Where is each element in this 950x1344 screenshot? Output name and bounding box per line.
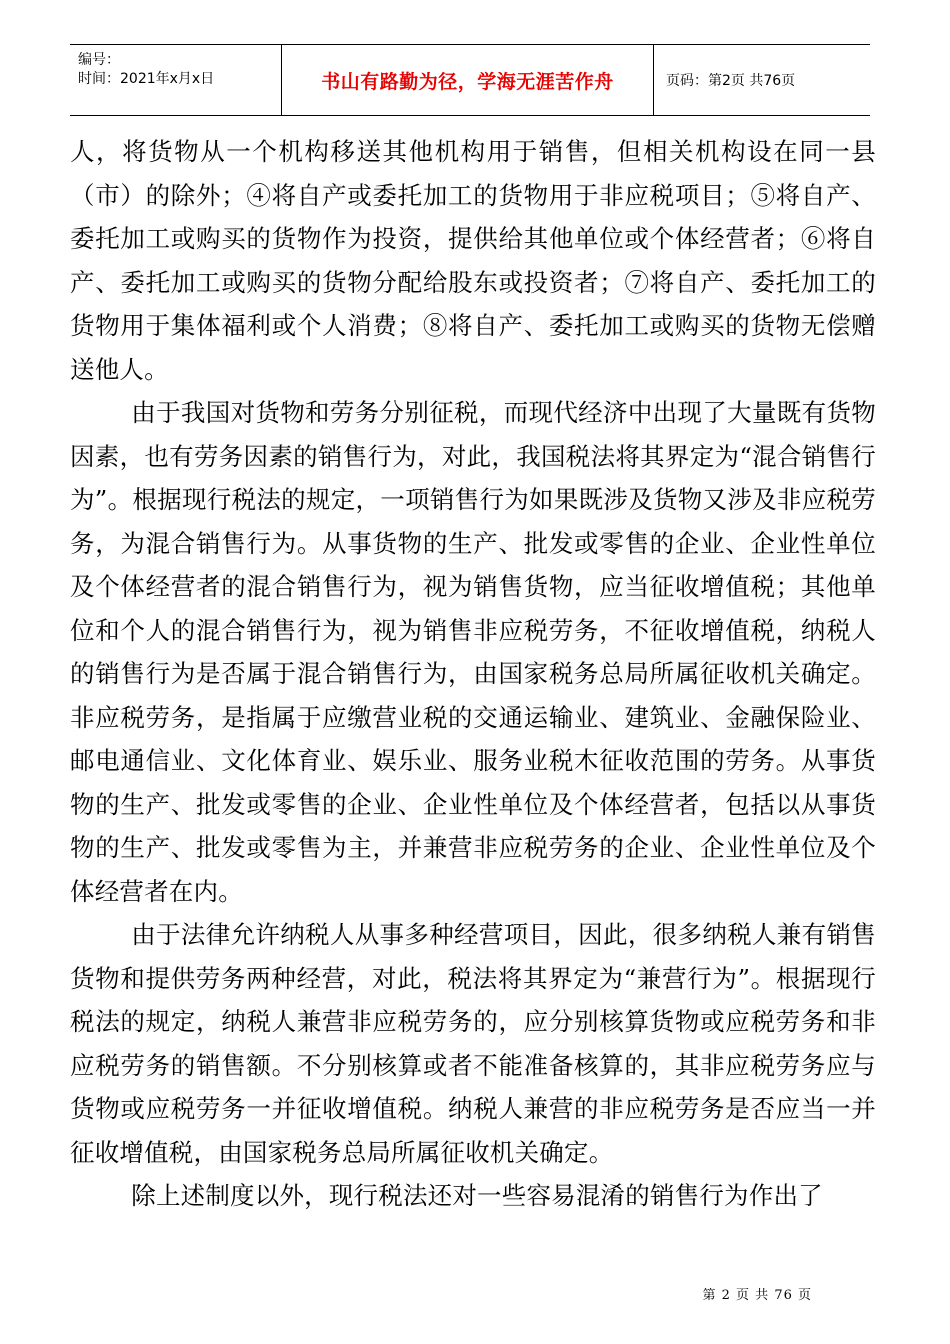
document-date: 时间：2021年x月x日 bbox=[78, 71, 215, 87]
header-meta bbox=[70, 45, 282, 115]
paragraph-mixed-sales: 由于我国对货物和劳务分别征税，而现代经济中出现了大量既有货物因素，也有劳务因素的销售行为，对此，我国税法将其界定为“混合销售行为”。根据现行税法的规定，一项销售行为如果既涉及货物又涉及非应税劳务，为混合销售行为。从事货物的生产、批发或零售的企业、企业性单位及个体经营者的混合销售行为，视为销售货物，应当征收增值税；其他单位和个人的混合销售行为，视为销售非应税劳务，不征收增值税，纳税人的销售行为是否属于混合销售行为，由国家税务总局所属征收机关确定。非应税劳务，是指属于应缴营业税的交通运输业、建筑业、金融保险业、邮电通信业、文化体育业、娱乐业、服务业税木征收范围的劳务。从事货物的生产、批发或零售的企业、企业性单位及个体经营者，包括以从事货物的生产、批发或零售为主，并兼营非应税劳务的企业、企业性单位及个体经营者在内。 bbox=[70, 398, 876, 906]
document-number: 编号： bbox=[78, 52, 120, 68]
paragraph-concurrent-operations: 由于法律允许纳税人从事多种经营项目，因此，很多纳税人兼有销售货物和提供劳务两种经营，对此，税法将其界定为“兼营行为”。根据现行税法的规定，纳税人兼营非应税劳务的，应分别核算货物或应税劳务和非应税劳务的销售额。不分别核算或者不能准备核算的，其非应税劳务应与货物或应税劳务一并征收增值税。纳税人兼营的非应税劳务是否应当一并征收增值税，由国家税务总局所属征收机关确定。 bbox=[70, 920, 876, 1167]
header-motto: 书山有路勤为径，学海无涯苦作舟 bbox=[282, 45, 654, 115]
header-page-number: 页码：第2页 共76页 bbox=[666, 73, 796, 89]
page-header bbox=[70, 44, 870, 116]
document-body bbox=[70, 130, 876, 1218]
paragraph-continued: 人，将货物从一个机构移送其他机构用于销售，但相关机构设在同一县（市）的除外；④将自产或委托加工的货物用于非应税项目；⑤将自产、委托加工或购买的货物作为投资，提供给其他单位或个体经营者；⑥将自产、委托加工或购买的货物分配给股东或投资者；⑦将自产、委托加工的货物用于集体福利或个人消费；⑧将自产、委托加工或购买的货物无偿赠送他人。 bbox=[70, 137, 876, 384]
paragraph-other-rules: 除上述制度以外，现行税法还对一些容易混淆的销售行为作出了 bbox=[131, 1181, 823, 1210]
page-footer: 第 2 页 共 76 页 bbox=[702, 1288, 812, 1303]
